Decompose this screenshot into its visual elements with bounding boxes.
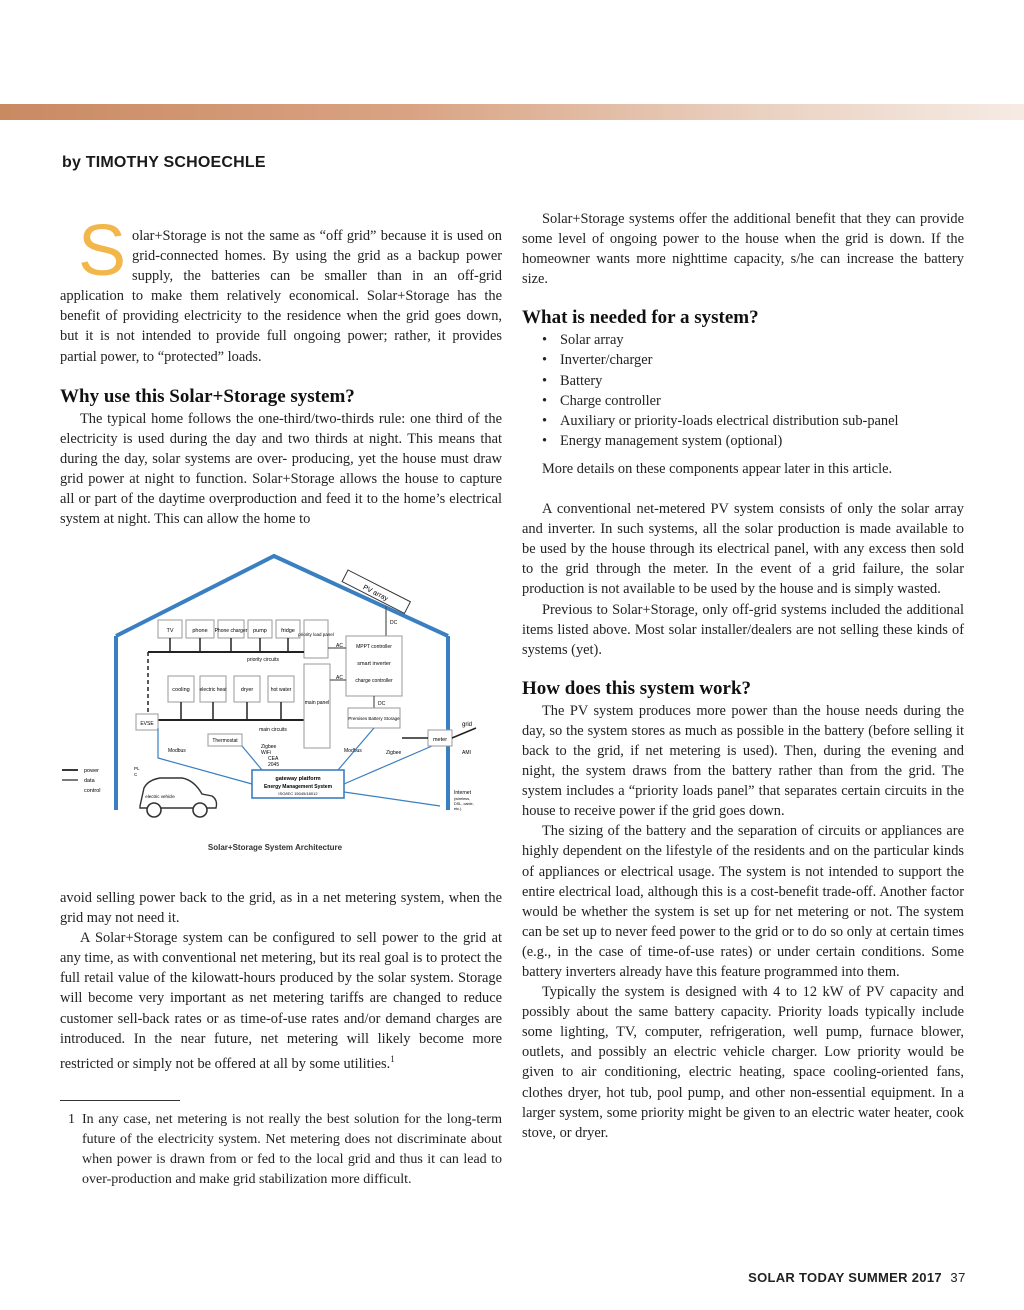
footnote-text: In any case, net metering is not really the best solution for the long-term future of the electricity system. Net metering does not discriminate about when power is drawn from or fed to the local grid and thus it can lead to over-production and make grid stabilization more difficult. [82, 1112, 502, 1188]
drop-cap: S [78, 211, 127, 291]
charge-controller-label: charge controller [355, 678, 393, 684]
list-item: • Auxiliary or priority-loads electrical distribution sub-panel [542, 411, 964, 431]
list-item: • Inverter/charger [542, 350, 964, 370]
why-paragraph-1-cont: avoid selling power back to the grid, as in a net metering system, when the grid may not need it. [60, 890, 502, 927]
right-intro-paragraph: Solar+Storage systems offer the additional benefit that they can provide some level of ongoing power to the house when the grid is down. If the homeowner wants more nighttime capacity, s/he can increase the battery size. [522, 211, 964, 288]
cea-2045-label: 2045 [268, 762, 280, 768]
zigbee-label-left: Zigbee [261, 744, 277, 750]
appliance-phone: phone [192, 628, 208, 634]
internet-sub-1: (wireless, [454, 797, 471, 801]
right-column [522, 209, 964, 1143]
internet-sub-2: DSL, cable, [454, 802, 474, 806]
left-column-top [60, 211, 502, 529]
priority-circuits-label: priority circuits [247, 657, 279, 663]
priority-panel-label: priority load panel [298, 632, 334, 637]
legend-power: power [84, 768, 99, 774]
how-paragraph-3: Typically the system is designed with 4 to 12 kW of PV capacity and possibly about the same battery capacity. Priority loads typically include some lighting, TV, computer, refrigeration, well pump, furnace blower, outlets, and possibly an electric vehicle charger. Low priority would be given to air conditioning, electric heating, space cooling-oriented fans, clothes dryer, hot tub, pool pump, and other non-essential equipment. In a larger system, some priority might be given to an electric water heater, cook stove, or dryer. [522, 984, 964, 1141]
main-panel-label: main panel [304, 700, 330, 706]
legend-control: control [84, 788, 101, 794]
byline: by TIMOTHY SCHOECHLE [62, 154, 266, 171]
cea-label: CEA [268, 756, 279, 762]
gateway-sub: Energy Management System [263, 784, 333, 790]
grid-label: grid [462, 722, 473, 728]
previous-paragraph: Previous to Solar+Storage, only off-grid systems included the additional items listed above. Most solar installer/dealers are not selling these kinds of systems (yet). [522, 601, 964, 658]
pl-label: PL [134, 766, 140, 771]
grid-link [452, 728, 476, 738]
load-hot-water: hot water [270, 687, 292, 693]
data-line-thermostat [242, 746, 262, 770]
battery-label: Premises Battery Storage [348, 716, 400, 721]
meter-label: meter [432, 737, 448, 743]
header-color-bar [0, 104, 1024, 120]
wifi-label: WiFi [261, 750, 271, 756]
footnote-ref[interactable]: 1 [390, 1053, 395, 1064]
intro-text: olar+Storage is not the same as “off grid” because it is used on grid-connected homes. By using the grid as a backup power supply, the batteries can be smaller than in an off-grid application to make them relatively economical. Solar+Storage has the benefit of providing electricity to the residence when the grid goes down, but it is not intended to provide full ongoing power; rather, it provides partial power, to “protected” loads. [60, 228, 502, 365]
appliance-phone-charger: Phone charger [214, 628, 248, 634]
heading-why: Why use this Solar+Storage system? [60, 385, 355, 407]
footnote-rule [60, 1100, 180, 1101]
heading-what-needed: What is needed for a system? [522, 307, 759, 329]
internet-sub-3: etc.) [454, 807, 462, 811]
page-footer [748, 1270, 966, 1285]
list-item: • Battery [542, 371, 964, 391]
page-number: 37 [950, 1270, 966, 1285]
dc-label-top: DC [390, 620, 398, 626]
components-list [522, 330, 964, 451]
c-label: C [134, 772, 138, 777]
legend [62, 768, 101, 794]
appliance-fridge: fridge [281, 628, 295, 634]
list-item: • Charge controller [542, 391, 964, 411]
loads-row [168, 676, 294, 702]
why-paragraph-2-text: A Solar+Storage system can be configured to sell power to the grid at any time, as with conventional net metering, but its real goal is to protect the full retail value of the kilowatt-hours produced by the solar system. Storage will become very important as net metering tariffs are changed to reduce customer sell-back rates or as time-of-use rates and/or demand charges are introduced. In the near future, net metering will likely become more restricted or simply not be offered at all by some utilities. [60, 930, 502, 1072]
magazine-name: SOLAR TODAY SUMMER 2017 [748, 1270, 942, 1285]
heading-how-works: How does this system work? [522, 677, 752, 699]
appliances-row [158, 620, 300, 638]
main-circuits-label: main circuits [259, 727, 287, 733]
how-paragraph-2: The sizing of the battery and the separation of circuits or appliances are highly dependent on the lifestyle of the residents and on the particular kinds of appliances or electrical usage. The system is not intended to support the entire electrical load, although this is a cost-benefit trade-off. Another factor would be whether the system is set up for net metering or not. The system can be set up to never feed power to the grid or to do so only at certain times (e.g., in the case of time-of-use rates) or under certain conditions. Some battery inverters already have this feature programmed into them. [522, 823, 964, 980]
gateway-std: ISO/IEC 15045/18012 [278, 791, 318, 796]
ac-label-2: AC [336, 675, 343, 681]
electric-vehicle-label: electric vehicle [145, 794, 175, 799]
legend-data: data [84, 778, 95, 784]
architecture-diagram [48, 548, 502, 864]
thermostat-label: Thermostat [212, 738, 238, 744]
evse-label: EVSE [140, 721, 154, 727]
load-electric-heat: electric heat [199, 687, 227, 693]
why-paragraph-2 [60, 928, 502, 1073]
list-item: • Energy management system (optional) [542, 431, 964, 451]
footnote [60, 1110, 502, 1190]
left-column-bottom [60, 888, 502, 1074]
intro-paragraph [60, 211, 502, 367]
gateway-title: gateway platform [275, 776, 321, 782]
main-panel-box [304, 664, 330, 748]
zigbee-label-right: Zigbee [386, 750, 402, 756]
ac-label-1: AC [336, 643, 343, 649]
ami-label: AMI [462, 750, 471, 756]
smart-inverter-label: smart inverter [357, 661, 391, 667]
why-paragraph-1: The typical home follows the one-third/two-thirds rule: one third of the electricity is used during the day and two thirds at night. This means that during the day, solar systems are over- producing, yet the house must draw grid power at night to function. Solar+Storage allows the house to capture all or part of the daytime overproduction and feed it to the home’s electrical system at night. This can allow the home to [60, 410, 502, 528]
data-line-internet [344, 792, 440, 806]
footnote-number: 1 [68, 1112, 75, 1127]
dc-label-bottom: DC [378, 701, 386, 707]
conventional-paragraph: A conventional net-metered PV system consists of only the solar array and inverter. In such systems, all the solar production is made available to be used by the house through its electrical panel, with any excess then sold to the grid through the meter. In the event of a grid failure, the solar production is not available to be used by the house and is simply wasted. [522, 501, 964, 598]
list-item: • Solar array [542, 330, 964, 350]
appliance-pump: pump [253, 628, 267, 634]
modbus-label-right: Modbus [344, 748, 362, 754]
load-dryer: dryer [240, 687, 254, 693]
how-paragraph-1: The PV system produces more power than the house needs during the day, so the system stores as much as possible in the battery (before selling it back to the grid, if net metering is used). Then, during the evening and night, the system draws from the battery rather than from the grid. The system includes a “priority loads panel” that separates certain circuits in the house to receive power if the grid goes down. [522, 702, 964, 820]
pv-array-label: PV array [361, 584, 390, 603]
modbus-label-left: Modbus [168, 748, 186, 754]
load-cooling: cooling [172, 687, 190, 693]
architecture-diagram-svg [48, 548, 502, 864]
diagram-caption: Solar+Storage System Architecture [207, 843, 343, 852]
more-details: More details on these components appear later in this article. [542, 460, 893, 477]
internet-label: Internet [454, 790, 471, 796]
priority-panel-box [304, 620, 328, 658]
appliance-tv: TV [166, 628, 174, 634]
mppt-label: MPPT controller [356, 644, 392, 650]
electric-vehicle-icon [140, 778, 217, 817]
